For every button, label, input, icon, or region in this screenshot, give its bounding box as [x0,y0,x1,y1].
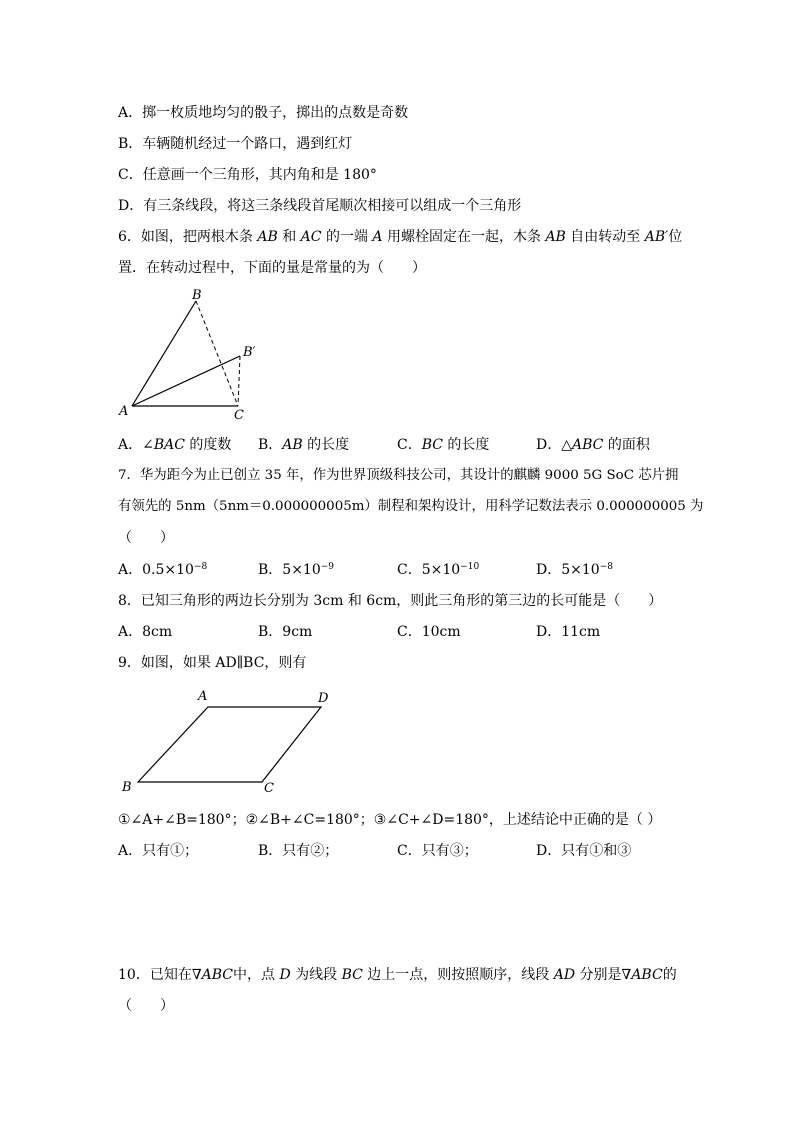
q6-dashed-bc [196,301,238,406]
q9-option-a: A．只有①； [118,843,199,859]
q7-stem-line2: 有领先的 5nm（5nm＝0.000000005m）制程和架构设计，用科学记数法表示 0.000000005 为 [118,499,704,514]
q6-label-a: A [119,404,129,419]
q6-option-b: B．AB 的长度 [258,437,350,453]
q9-figure-parallelogram [110,682,350,798]
q6-label-c: C [234,408,244,423]
q9-stem: 9．如图，如果 AD∥BC，则有 [118,655,307,671]
q6-stem-line1: 6．如图，把两根木条 AB 和 AC 的一端 A 用螺栓固定在一起，木条 AB 自由转动至 AB′位 [118,229,683,245]
q8-option-c: C．10cm [397,624,461,640]
q7-stem-line1: 7．华为距今为止已创立 35 年，作为世界顶级科技公司，其设计的麒麟 9000 5G SoC 芯片拥 [118,468,679,483]
q6-label-bprime: B′ [243,345,256,360]
q6-option-d: D．△ABC 的面积 [536,437,650,453]
q8-option-d: D．11cm [536,624,601,640]
q7-option-d: D．$5\times 10^{-8}$ [536,562,613,578]
q8-option-b: B．9cm [258,624,313,640]
q9-statements: ①∠A+∠B=180°；②∠B+∠C=180°；③∠C+∠D=180°，上述结论中正确的是（ ） [118,812,662,828]
q8-option-a: A．8cm [118,624,173,640]
q6-dashed-bpc [238,356,240,406]
q9-parallelogram [138,707,321,782]
q9-option-d: D．只有①和③ [536,843,632,859]
q6-stem-line2: 置．在转动过程中，下面的量是常量的为（ ） [118,260,426,276]
q6-figure-triangle [110,285,270,425]
q5-option-b: B．车辆随机经过一个路口，遇到红灯 [118,136,353,152]
q10-stem-line1: 10．已知在∇ABC中，点 D 为线段 BC 边上一点，则按照顺序，线段 AD 分别是∇ABC的 [118,967,677,983]
q5-option-d: D．有三条线段，将这三条线段首尾顺次相接可以组成一个三角形 [118,198,522,214]
q6-label-b: B [192,288,202,303]
q9-option-b: B．只有②； [258,843,339,859]
q5-option-c: C．任意画一个三角形，其内角和是 180° [118,167,377,183]
q9-label-c: C [264,781,274,796]
q9-label-a: A [198,689,208,704]
q7-option-a: A．$0.5\times 10^{-8}$ [118,562,208,578]
q7-option-c: C．$5\times 10^{-10}$ [397,562,480,578]
q10-stem-line2: （ ） [118,998,174,1014]
q6-option-c: C．BC 的长度 [397,437,490,453]
q6-segment-ab [132,301,196,406]
q7-option-b: B．$5\times 10^{-9}$ [258,562,335,578]
q6-option-a: A．∠BAC 的度数 [118,437,232,453]
q9-option-c: C．只有③； [397,843,478,859]
q8-stem: 8．已知三角形的两边长分别为 3cm 和 6cm，则此三角形的第三边的长可能是（ ） [118,593,663,609]
q6-segment-abp [132,356,240,406]
q7-stem-line3: （ ） [118,530,174,546]
q9-label-b: B [122,780,132,795]
q9-label-d: D [318,691,329,706]
q5-option-a: A．掷一枚质地均匀的骰子，掷出的点数是奇数 [118,105,409,121]
